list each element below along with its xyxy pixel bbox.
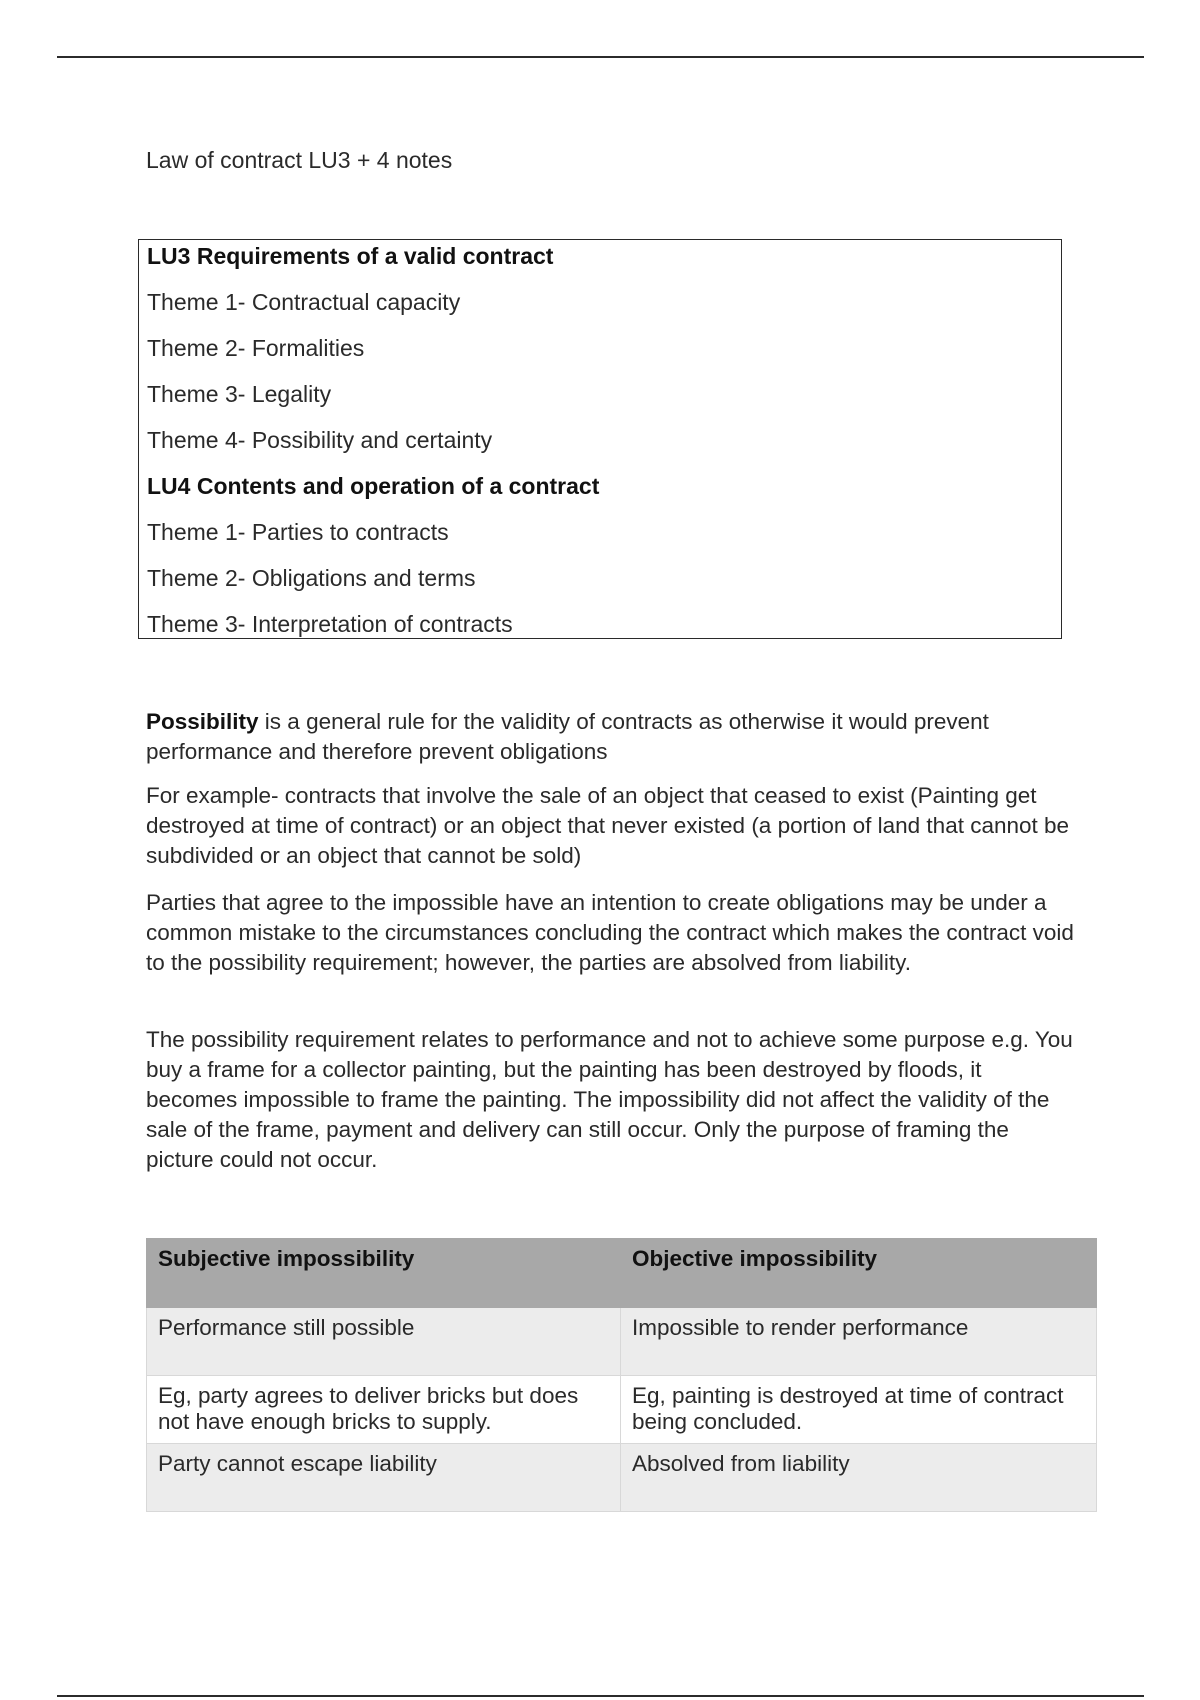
lu3-theme-4: Theme 4- Possibility and certainty bbox=[147, 427, 493, 453]
table-header-row bbox=[147, 1239, 1097, 1308]
table-cell: Absolved from liability bbox=[621, 1444, 1097, 1512]
top-rule bbox=[57, 56, 1144, 58]
document-title: Law of contract LU3 + 4 notes bbox=[146, 147, 453, 173]
table-row bbox=[147, 1444, 1097, 1512]
lu3-theme-3: Theme 3- Legality bbox=[147, 381, 332, 407]
table-cell: Eg, painting is destroyed at time of contract being concluded. bbox=[621, 1376, 1097, 1444]
header-objective-impossibility: Objective impossibility bbox=[621, 1239, 1097, 1308]
lu3-heading: LU3 Requirements of a valid contract bbox=[147, 243, 554, 269]
impossibility-comparison-table bbox=[146, 1238, 1097, 1512]
lu4-heading: LU4 Contents and operation of a contract bbox=[147, 473, 600, 499]
table-cell: Eg, party agrees to deliver bricks but does not have enough bricks to supply. bbox=[147, 1376, 621, 1444]
lu4-theme-1: Theme 1- Parties to contracts bbox=[147, 519, 449, 545]
lu4-theme-3: Theme 3- Interpretation of contracts bbox=[147, 611, 513, 637]
lu3-theme-1: Theme 1- Contractual capacity bbox=[147, 289, 461, 315]
paragraph-possibility-rule bbox=[146, 707, 1076, 767]
paragraph-example: For example- contracts that involve the sale of an object that ceased to exist (Painting get destroyed at time of contract) or an object that never existed (a portion of land that cannot be subdivided or an object that cannot be sold) bbox=[146, 783, 1070, 868]
table-cell: Performance still possible bbox=[147, 1308, 621, 1376]
table-cell: Impossible to render performance bbox=[621, 1308, 1097, 1376]
table-cell: Party cannot escape liability bbox=[147, 1444, 621, 1512]
possibility-term: Possibility bbox=[146, 709, 259, 734]
possibility-rule-text: is a general rule for the validity of contracts as otherwise it would prevent performance and therefore prevent obligations bbox=[146, 709, 989, 764]
lu4-theme-2: Theme 2- Obligations and terms bbox=[147, 565, 476, 591]
syllabus-outline-box bbox=[138, 239, 1062, 639]
paragraph-common-mistake: Parties that agree to the impossible have an intention to create obligations may be under a common mistake to the circumstances concluding the contract which makes the contract void to the possibility requirement; however, the parties are absolved from liability. bbox=[146, 890, 1074, 975]
table-row bbox=[147, 1376, 1097, 1444]
header-subjective-impossibility: Subjective impossibility bbox=[147, 1239, 621, 1308]
bottom-rule bbox=[57, 1695, 1144, 1697]
table-row bbox=[147, 1308, 1097, 1376]
paragraph-performance-purpose: The possibility requirement relates to performance and not to achieve some purpose e.g. You buy a frame for a collector painting, but the painting has been destroyed by floods, it becomes impossible to frame the painting. The impossibility did not affect the validity of the sale of the frame, payment and delivery can still occur. Only the purpose of framing the picture could not occur. bbox=[146, 1027, 1073, 1172]
lu3-theme-2: Theme 2- Formalities bbox=[147, 335, 365, 361]
